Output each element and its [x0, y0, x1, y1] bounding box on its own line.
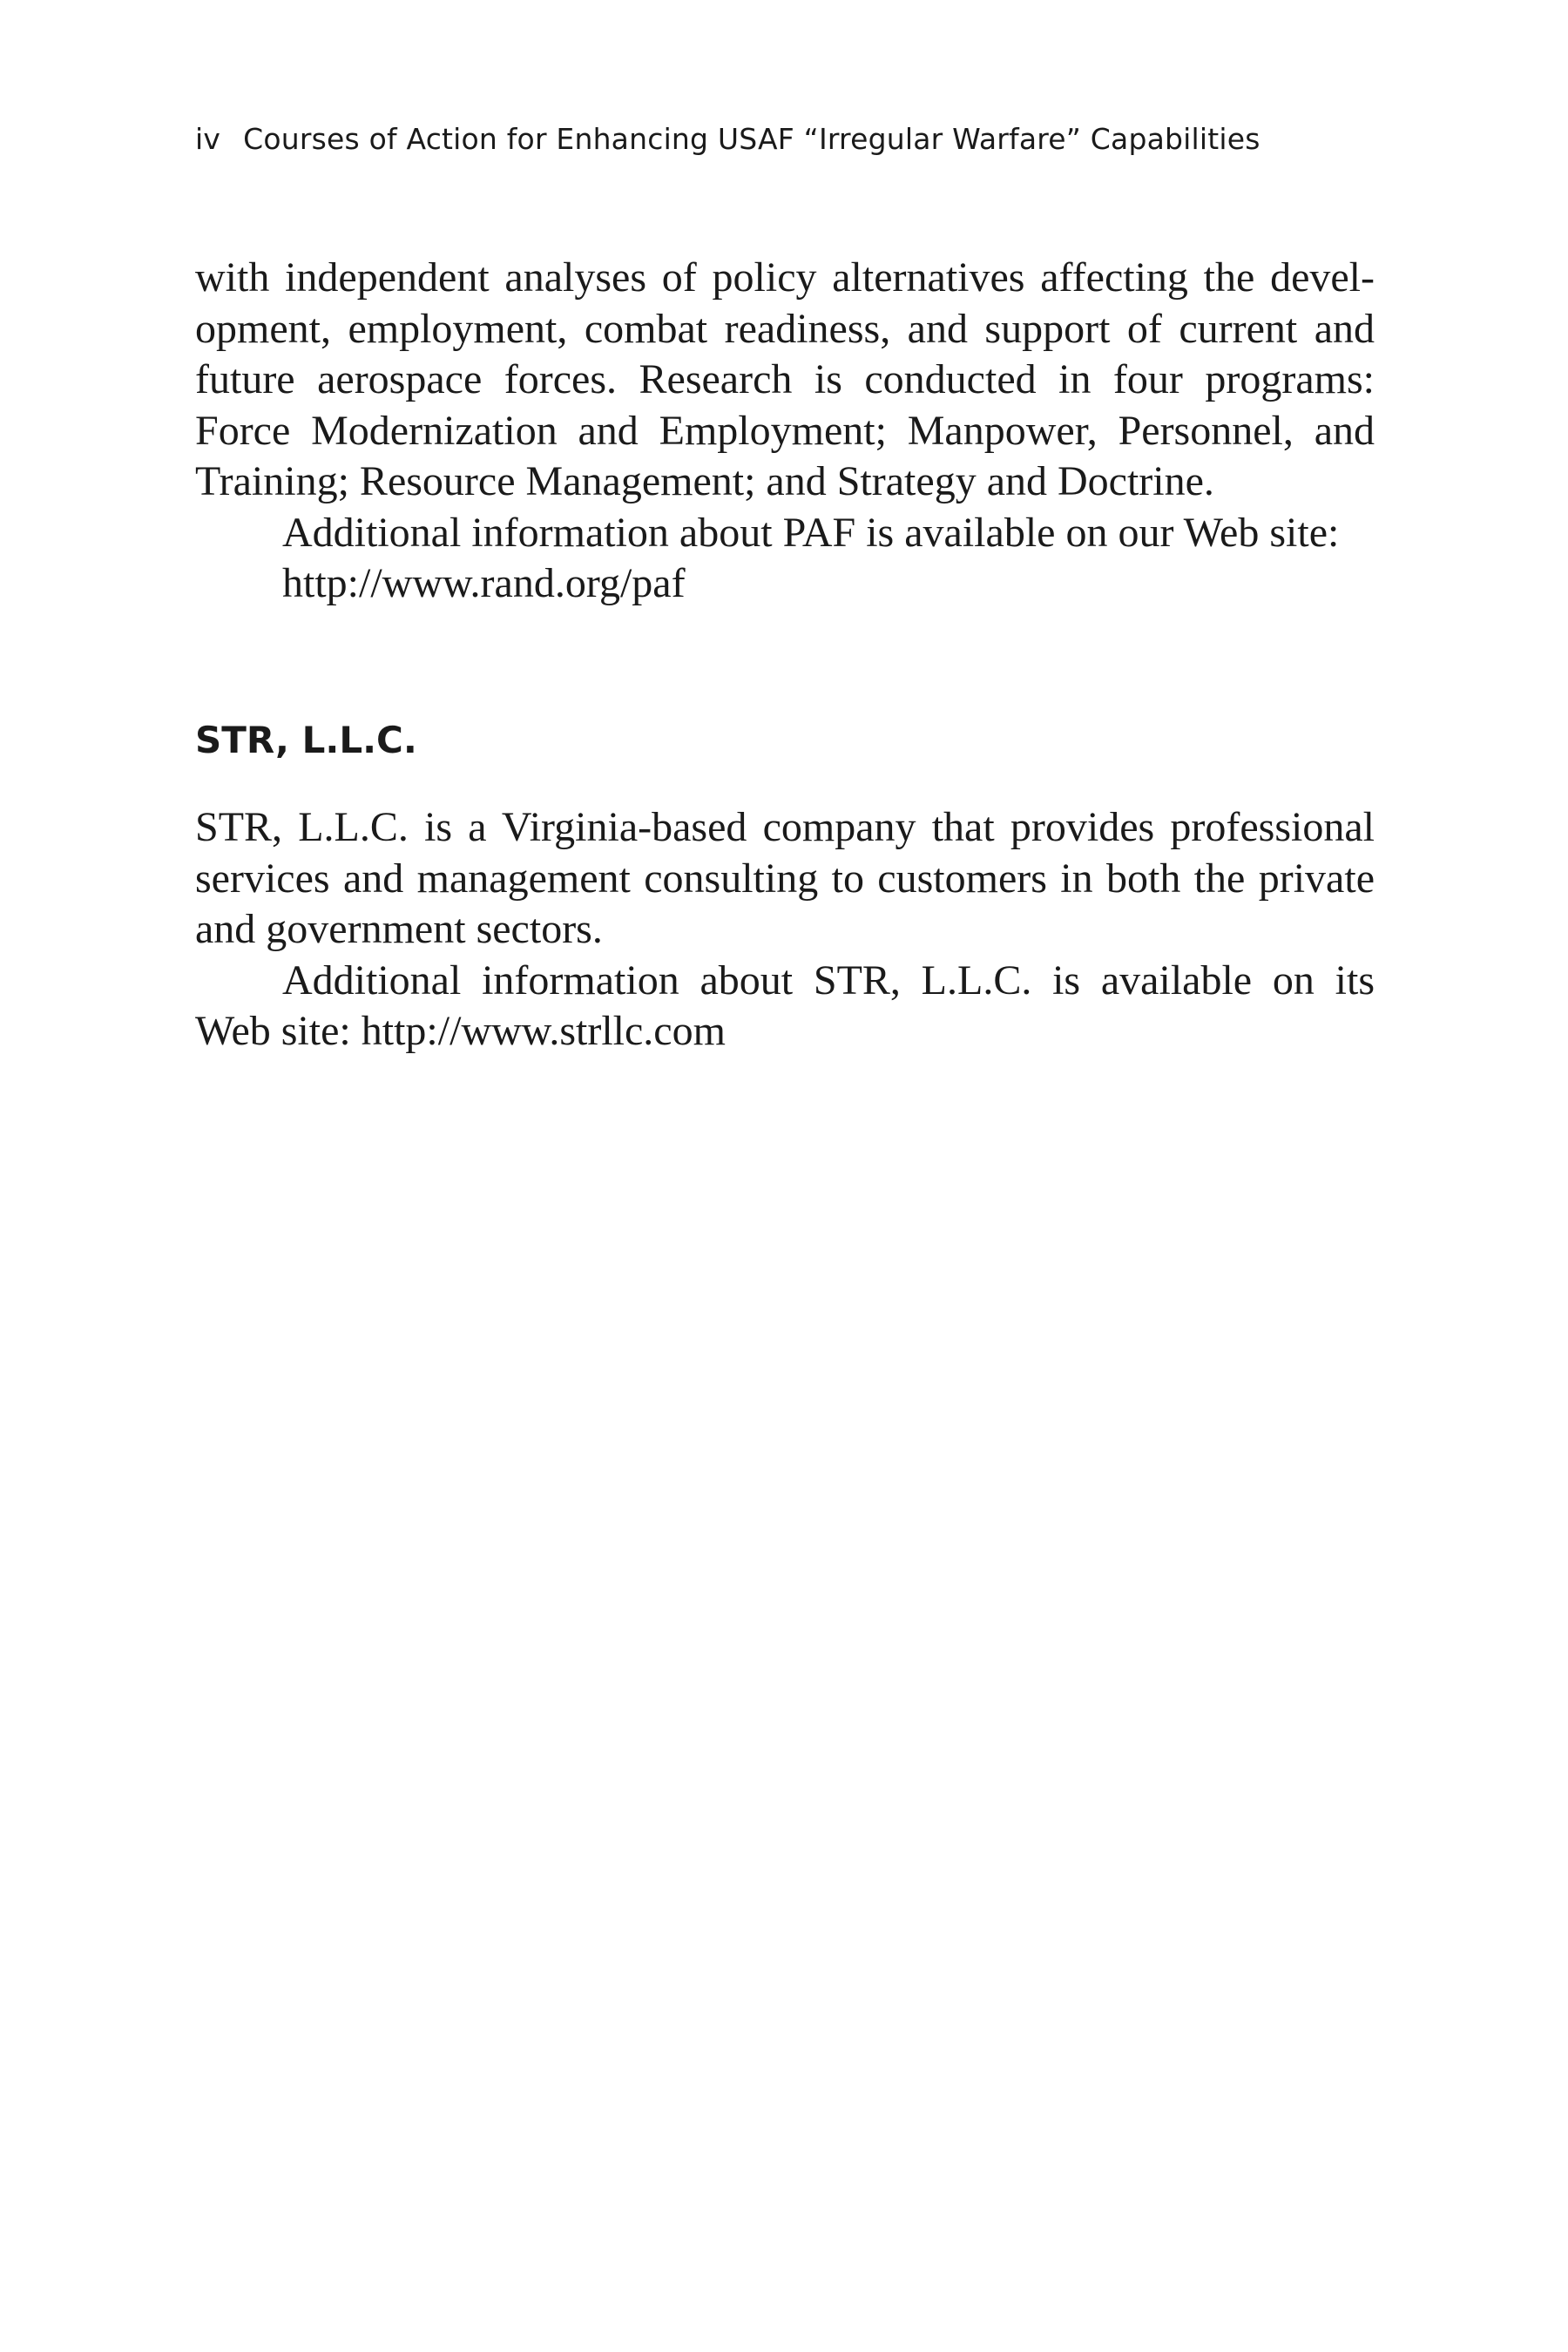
- str-section-body: [195, 802, 1375, 1058]
- running-header: [195, 120, 1260, 159]
- paf-paragraph-2: Additional information about PAF is available on our Web site:: [282, 509, 1340, 556]
- paf-section-body: [195, 253, 1375, 610]
- page-number: iv: [195, 122, 221, 156]
- str-paragraph-1: STR, L.L.C. is a Virginia-based company that provides professional services and management consulting to customers in both the private and government sectors.: [195, 804, 1375, 952]
- str-paragraph-2: Additional information about STR, L.L.C. is available on its Web site: http://www.strllc.com: [195, 956, 1375, 1054]
- paf-url: http://www.rand.org/paf: [282, 560, 686, 606]
- running-title: Courses of Action for Enhancing USAF “Irregular Warfare” Capabilities: [243, 122, 1260, 156]
- paf-paragraph-1: with independent analyses of policy alternatives affecting the development, employment, combat readiness, and support of current and future aerospace forces. Research is conducted in four programs: Force Modernization and Employment; Manpower, Personnel, and Training; Resource Management; and Strategy and Doctrine.: [195, 254, 1375, 504]
- section-heading-str: STR, L.L.C.: [195, 719, 417, 761]
